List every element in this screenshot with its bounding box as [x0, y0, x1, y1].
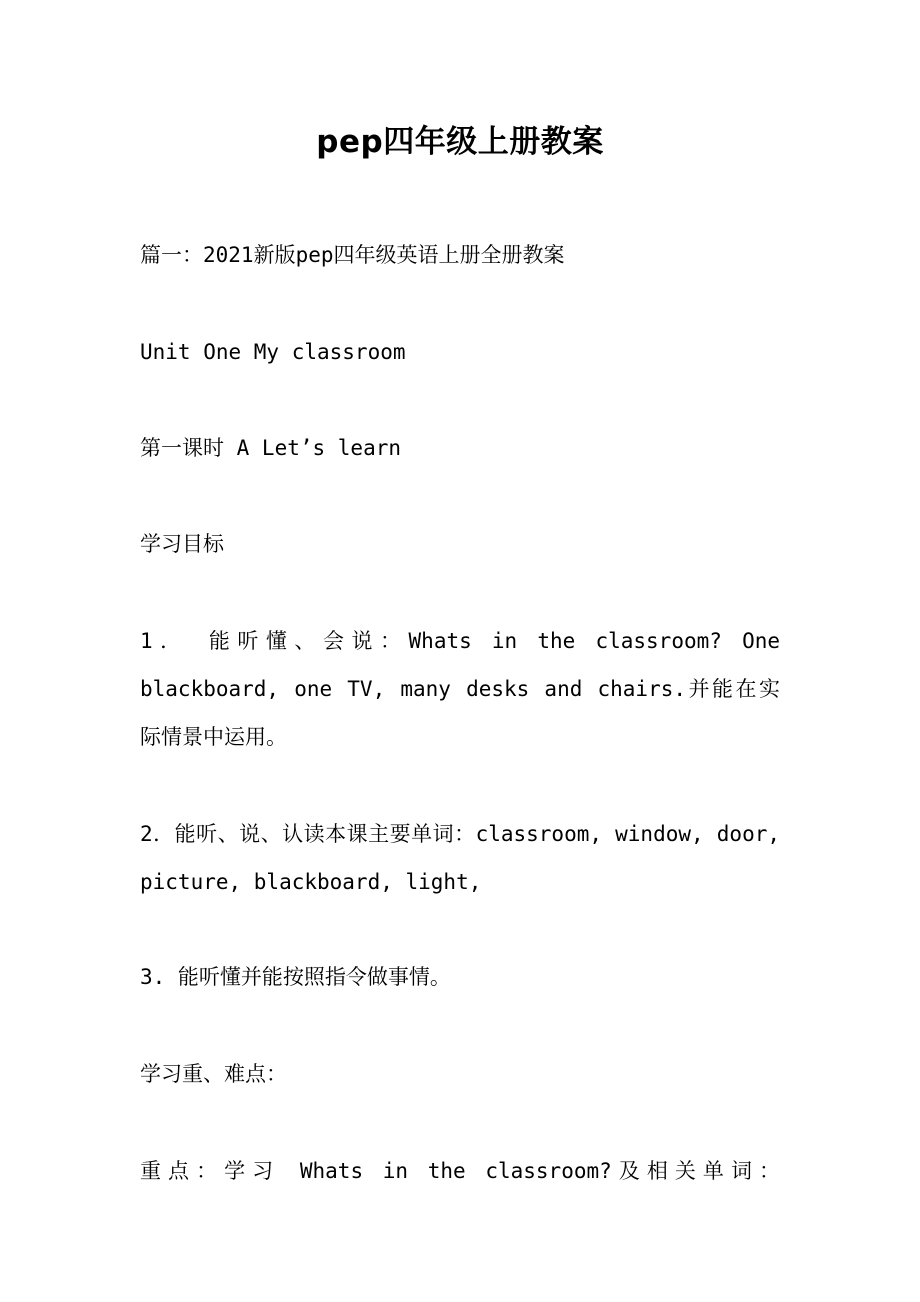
goal-1-line-3: 际情景中运用。 — [140, 725, 287, 749]
goal-2-line-1: 2．能听、说、认读本课主要单词：classroom, window, door, — [140, 822, 780, 846]
paragraph-section-heading: 篇一：2021新版pep四年级英语上册全册教案 — [140, 243, 565, 267]
paragraph-learning-goals-heading: 学习目标 — [140, 532, 224, 556]
document-title: pep四年级上册教案 — [316, 124, 604, 160]
paragraph-lesson-title: 第一课时 A Let’s learn — [140, 436, 402, 460]
goal-1-line-1: 1． 能听懂、会说：Whats in the classroom? One — [140, 629, 780, 653]
paragraph-goal-2 — [140, 810, 780, 906]
paragraph-goal-1 — [140, 617, 780, 761]
key-point-line-1: 重点：学习 Whats in the classroom?及相关单词： — [140, 1159, 780, 1183]
paragraph-key-points-heading: 学习重、难点： — [140, 1062, 287, 1086]
paragraph-unit-title: Unit One My classroom — [140, 340, 406, 364]
paragraph-goal-3: 3. 能听懂并能按照指令做事情。 — [140, 965, 451, 989]
goal-1-line-2: blackboard, one TV, many desks and chairs.并能在实 — [140, 677, 780, 701]
goal-2-line-2: picture, blackboard, light, — [140, 870, 482, 894]
paragraph-key-point — [140, 1147, 780, 1195]
